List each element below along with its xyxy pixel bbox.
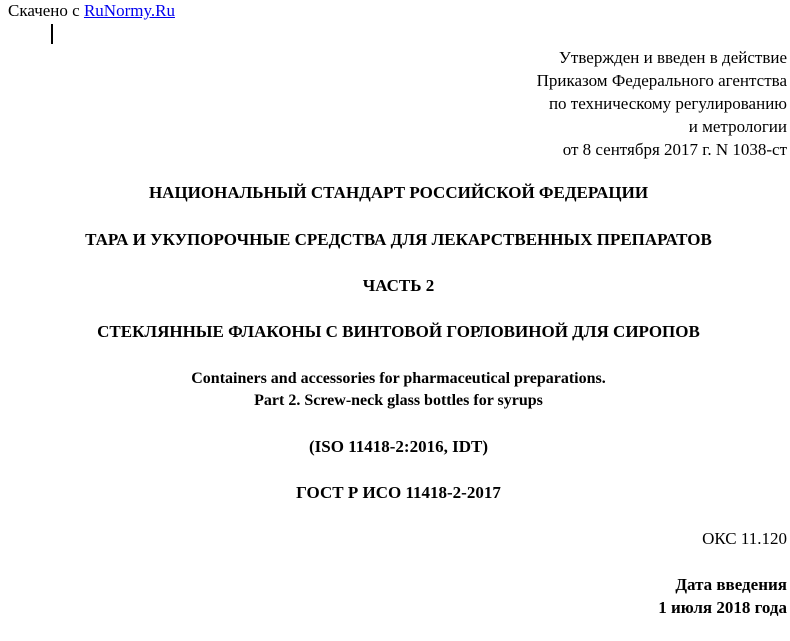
approval-line: и метрологии	[688, 117, 787, 136]
intro-date-value: 1 июля 2018 года	[658, 598, 787, 617]
national-standard-heading: НАЦИОНАЛЬНЫЙ СТАНДАРТ РОССИЙСКОЙ ФЕДЕРАЦИИ	[148, 183, 649, 202]
iso-reference: (ISO 11418-2:2016, IDT)	[309, 437, 488, 456]
approval-line: от 8 сентября 2017 г. N 1038-ст	[562, 140, 787, 159]
oks-code: ОКС 11.120	[702, 529, 787, 548]
approval-block	[537, 46, 787, 161]
text-cursor	[51, 24, 53, 44]
source-prefix: Скачено с	[8, 1, 80, 20]
part-number: ЧАСТЬ 2	[362, 276, 435, 295]
standard-title-en-line2: Part 2. Screw-neck glass bottles for syrups	[254, 392, 543, 409]
approval-line: Утвержден и введен в действие	[558, 48, 787, 67]
approval-line: Приказом Федерального агентства	[536, 71, 787, 90]
source-line	[8, 0, 175, 22]
standard-title-en-line1: Containers and accessories for pharmaceutical preparations.	[191, 370, 606, 387]
standard-subtitle-ru: СТЕКЛЯННЫЕ ФЛАКОНЫ С ВИНТОВОЙ ГОРЛОВИНОЙ ДЛЯ СИРОПОВ	[97, 322, 700, 341]
runormy-link[interactable]: RuNormy.Ru	[83, 1, 175, 20]
intro-date-label: Дата введения	[675, 575, 787, 594]
gost-number: ГОСТ Р ИСО 11418-2-2017	[296, 483, 501, 502]
approval-line: по техническому регулированию	[548, 94, 787, 113]
standard-title-ru: ТАРА И УКУПОРОЧНЫЕ СРЕДСТВА ДЛЯ ЛЕКАРСТВЕННЫХ ПРЕПАРАТОВ	[85, 230, 712, 249]
